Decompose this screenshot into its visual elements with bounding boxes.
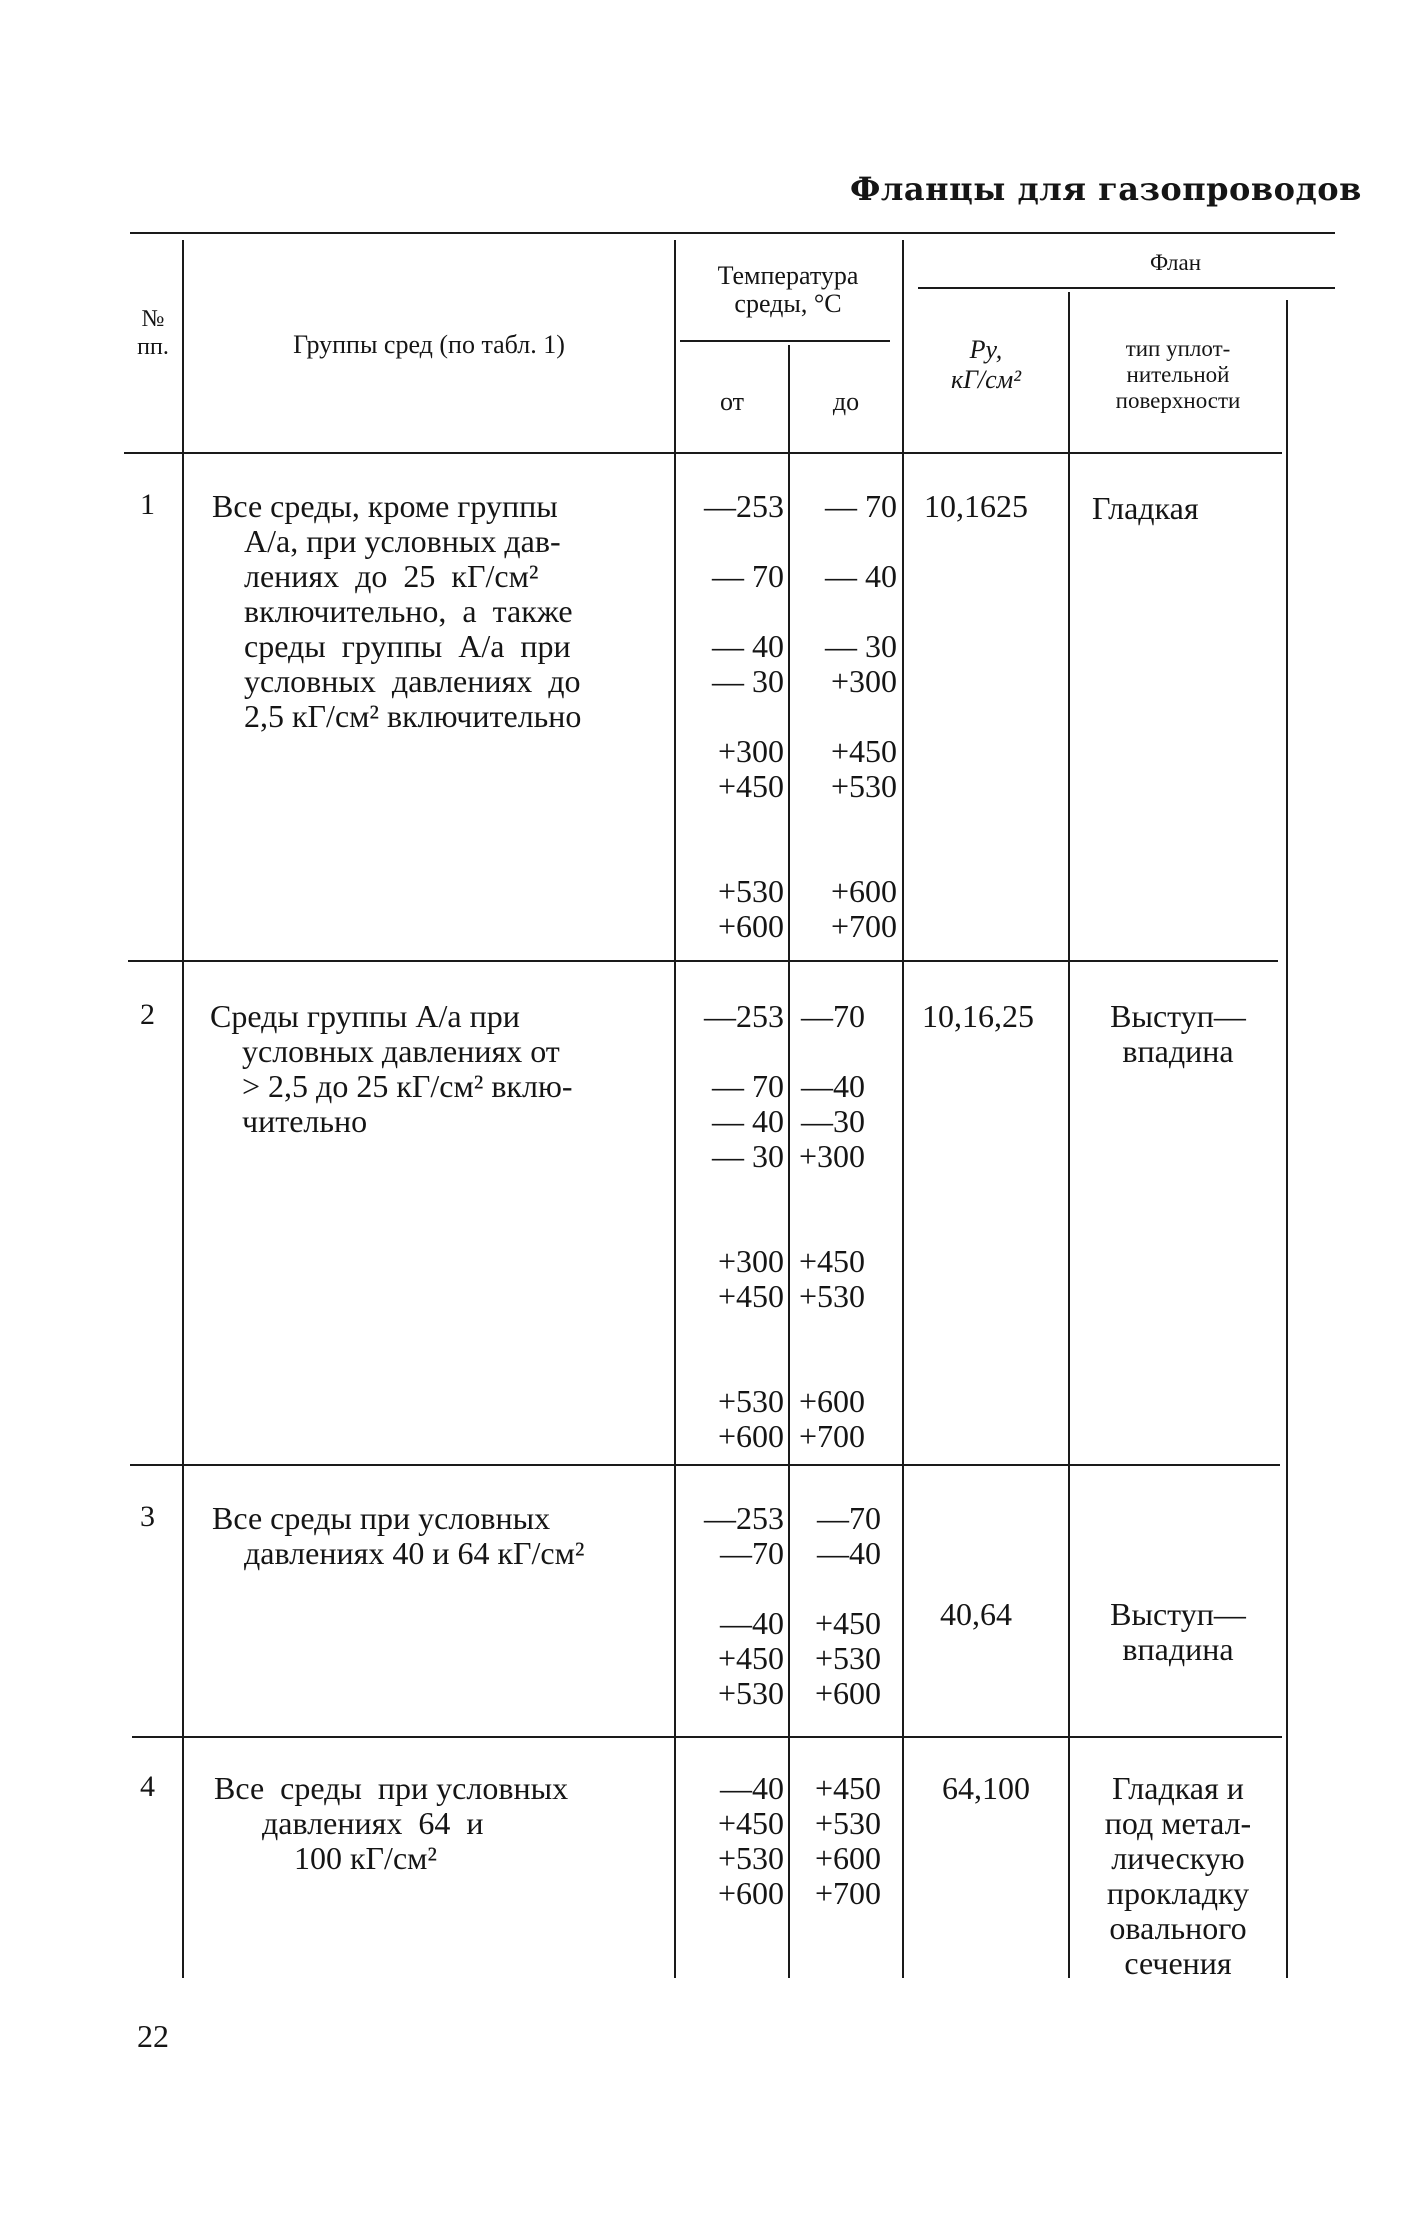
flange-subheader-rule <box>918 287 1335 289</box>
row-temp-to: — 70 — 40 — 30 +300 +450 +530 +600 +700 <box>825 488 897 944</box>
row-temp-to: +450 +530 +600 +700 <box>814 1770 881 1911</box>
col-divider-from-to <box>788 345 790 1978</box>
row-number: 2 <box>140 998 155 1031</box>
header-pressure: Pу, кГ/см² <box>950 335 1022 394</box>
row-number: 3 <box>140 1500 155 1533</box>
temperature-subheader-rule <box>680 340 890 342</box>
row-surface-type: Выступ— впадина <box>1110 1596 1246 1667</box>
row-group-description: Все среды при условных давлениях 64 и 100 кГ/см² <box>214 1770 569 1876</box>
row-temp-to: —70 —40 +450 +530 +600 <box>814 1500 881 1711</box>
header-flange: Флан <box>1150 250 1202 275</box>
row-pressure: 64,100 <box>942 1770 1030 1806</box>
row-surface-type: Выступ— впадина <box>1110 998 1246 1069</box>
table-top-rule <box>130 232 1335 234</box>
row-group-description: Все среды, кроме группы А/а, при условных дав- лениях до 25 кГ/см² включительно, а также среды группы А/а при условных давлениях до 2,5 кГ/см² включительно <box>212 488 582 734</box>
header-temperature: Температура среды, °C <box>717 261 859 318</box>
row-pressure: 10,1625 <box>924 488 1028 524</box>
col-divider-surface <box>1286 300 1288 1978</box>
header-from: от <box>719 387 745 416</box>
page-number: 22 <box>137 2018 169 2054</box>
row-temp-from: —253 —70 —40 +450 +530 <box>704 1500 784 1711</box>
row-1-bottom-rule <box>128 960 1278 962</box>
header-to: до <box>832 387 860 416</box>
row-surface-type: Гладкая <box>1092 490 1199 526</box>
col-divider-pressure <box>1068 292 1070 1978</box>
row-group-description: Все среды при условных давлениях 40 и 64 кГ/см² <box>212 1500 585 1571</box>
row-number: 4 <box>140 1770 155 1803</box>
row-temp-to: —70 —40 —30 +300 +450 +530 +600 +700 <box>798 998 865 1454</box>
row-temp-from: —253 — 70 — 40 — 30 +300 +450 +530 +600 <box>704 998 784 1454</box>
row-number: 1 <box>140 488 155 521</box>
header-number: № пп. <box>137 306 169 360</box>
page-title: Фланцы для газопроводов <box>850 170 1362 208</box>
row-temp-from: —253 — 70 — 40 — 30 +300 +450 +530 +600 <box>704 488 784 944</box>
row-group-description: Среды группы А/а при условных давлениях от > 2,5 до 25 кГ/см² вклю- чительно <box>210 998 573 1139</box>
header-surface: тип уплот- нительной поверхности <box>1115 336 1241 413</box>
header-group: Группы сред (по табл. 1) <box>293 330 565 359</box>
row-3-bottom-rule <box>132 1736 1282 1738</box>
col-divider-number <box>182 240 184 1978</box>
row-temp-from: —40 +450 +530 +600 <box>717 1770 784 1911</box>
row-2-bottom-rule <box>130 1464 1280 1466</box>
header-bottom-rule <box>124 452 1282 454</box>
row-surface-type: Гладкая и под метал- лическую прокладку овального сечения <box>1104 1770 1252 1981</box>
row-pressure: 10,16,25 <box>922 998 1034 1034</box>
col-divider-group <box>674 240 676 1978</box>
col-divider-temperature <box>902 240 904 1978</box>
row-pressure: 40,64 <box>940 1596 1012 1632</box>
